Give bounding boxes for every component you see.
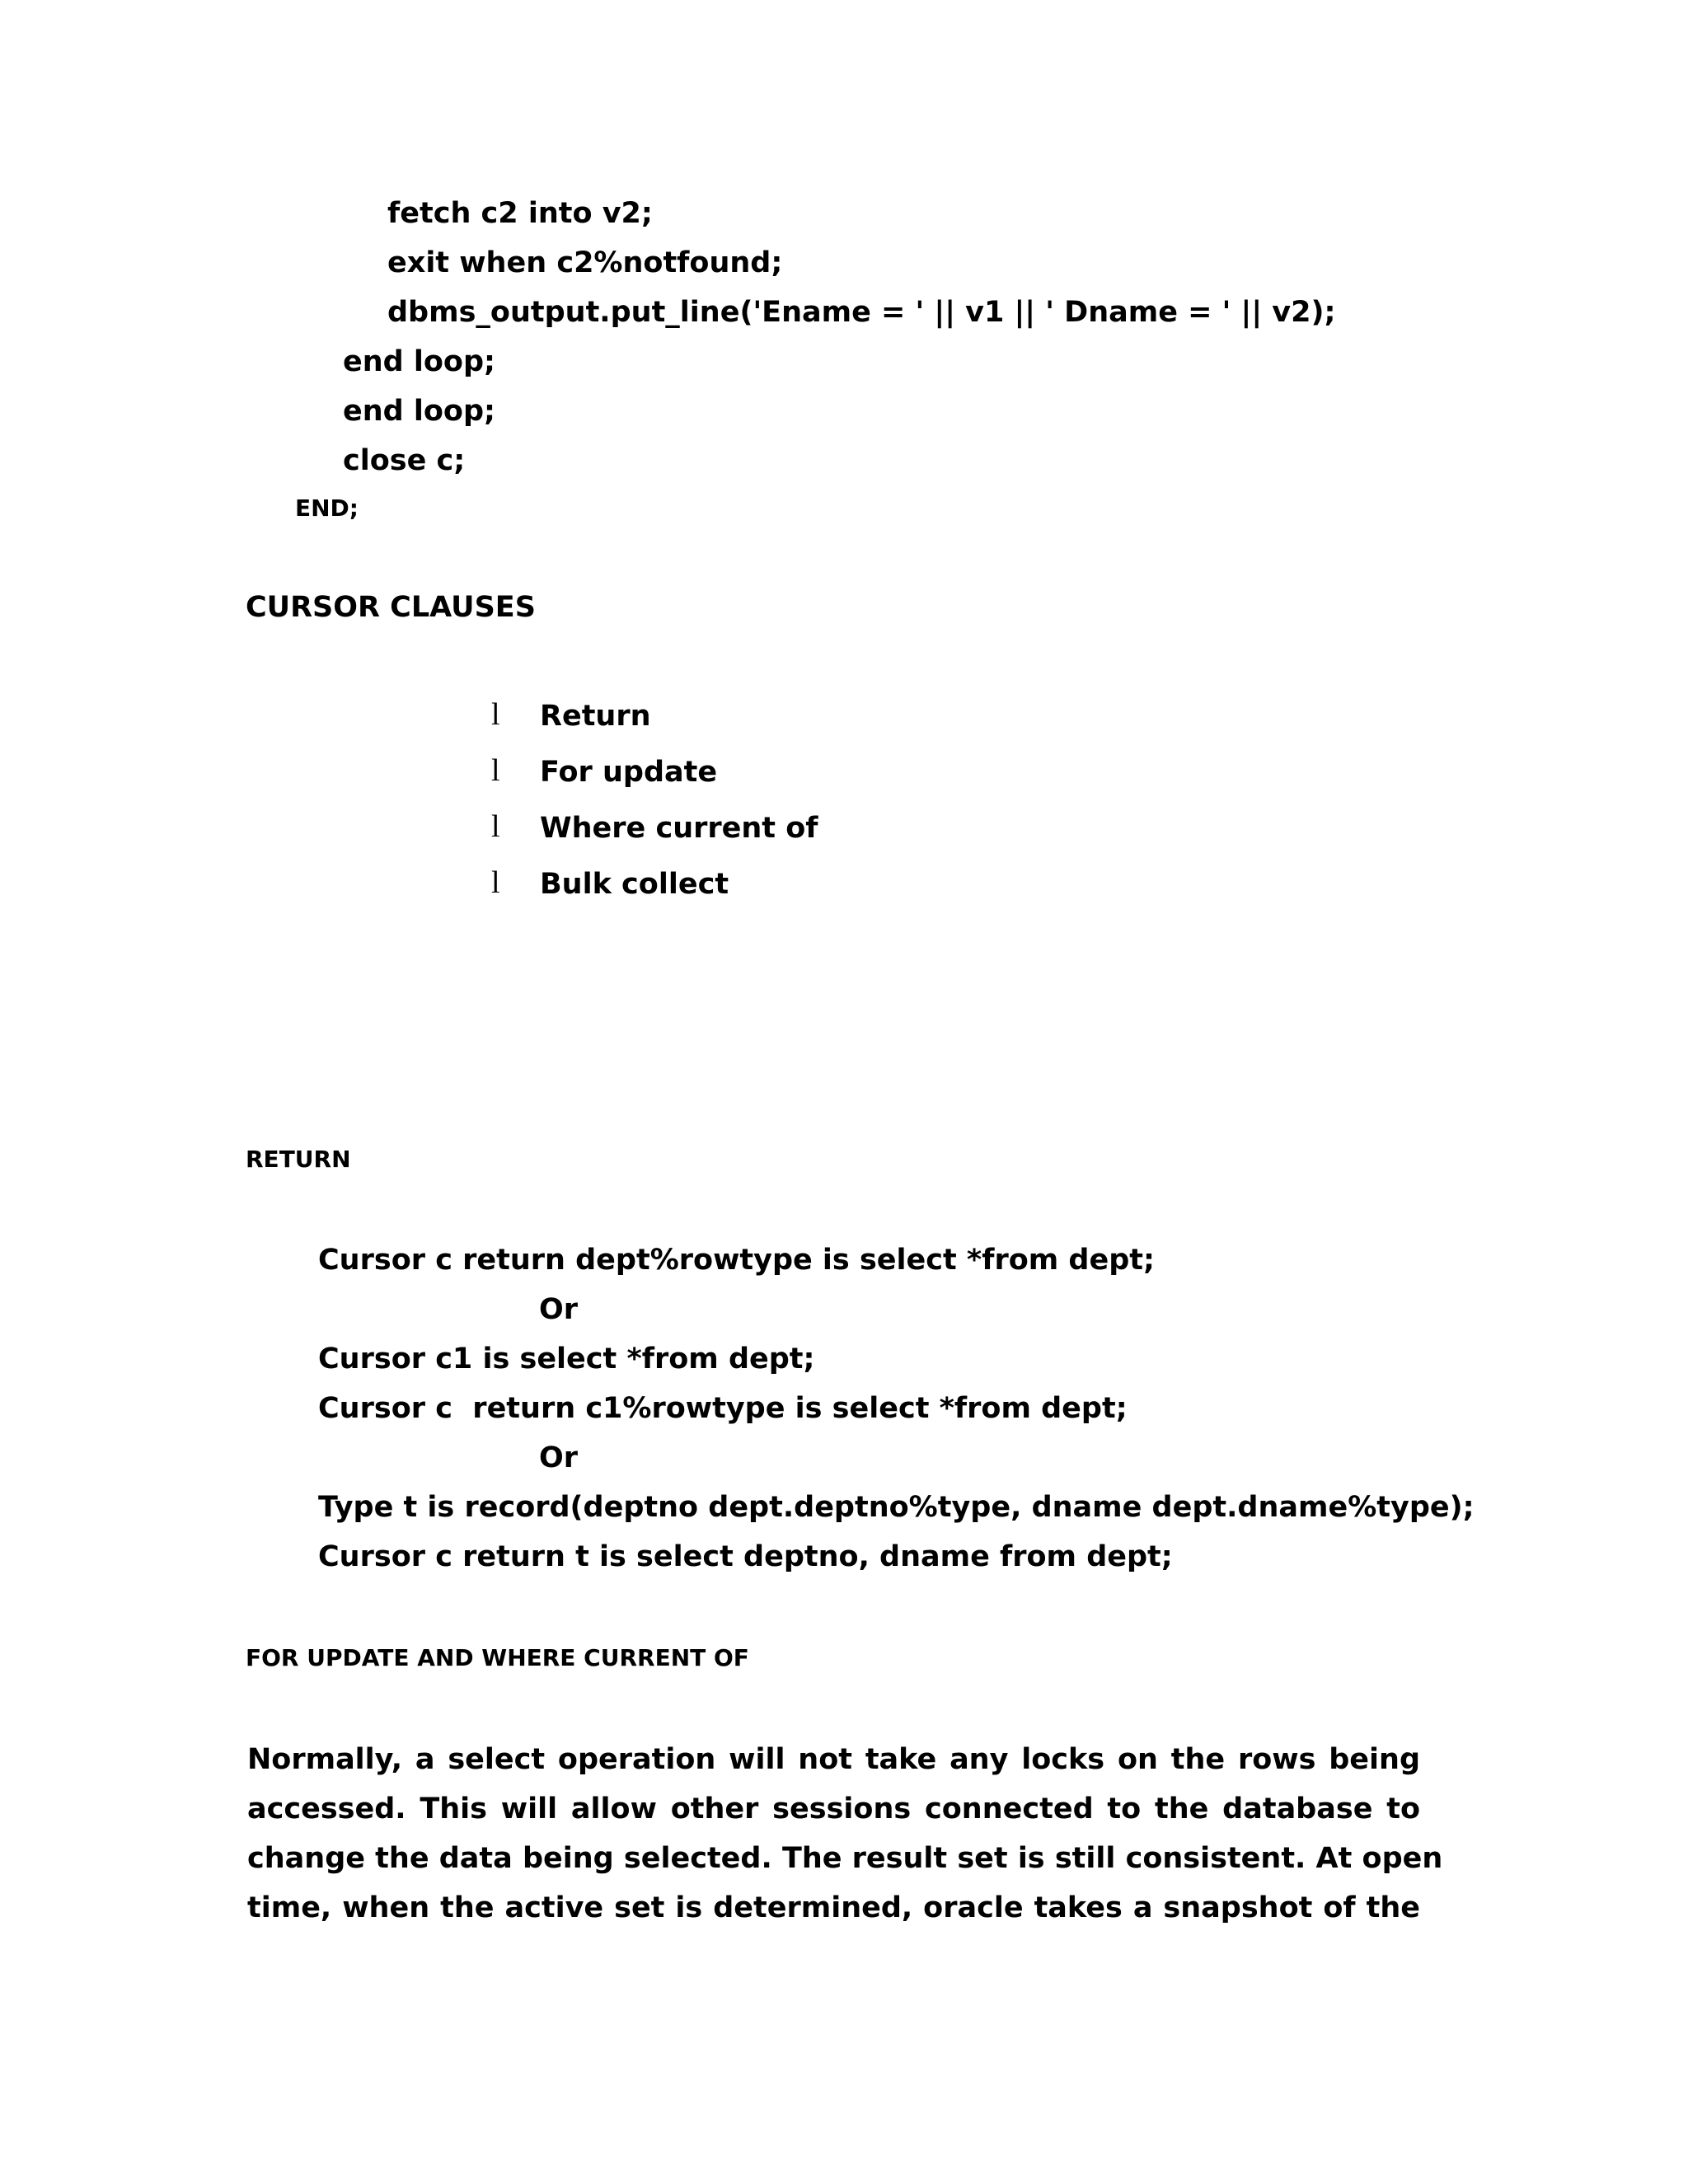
code-line: Type t is record(deptno dept.deptno%type, dname dept.dname%type);	[318, 1491, 1475, 1524]
code-line: Cursor c return t is select deptno, dname from dept;	[318, 1540, 1173, 1573]
list-item-label: Bulk collect	[540, 868, 729, 901]
bullet-icon: l	[491, 753, 500, 788]
code-line: END;	[295, 494, 359, 522]
code-line: Cursor c return c1%rowtype is select *from dept;	[318, 1392, 1128, 1425]
paragraph-line: change the data being selected. The result set is still consistent. At open	[247, 1842, 1443, 1875]
section-heading: RETURN	[246, 1146, 351, 1173]
code-line: dbms_output.put_line('Ename = ' || v1 || ' Dname = ' || v2);	[387, 296, 1336, 329]
section-heading: FOR UPDATE AND WHERE CURRENT OF	[246, 1644, 749, 1671]
bullet-icon: l	[491, 865, 500, 900]
code-line: fetch c2 into v2;	[387, 197, 653, 230]
section-heading: CURSOR CLAUSES	[246, 591, 536, 624]
code-line: close c;	[343, 444, 466, 477]
code-line: Or	[539, 1441, 579, 1474]
paragraph-line: Normally, a select operation will not take any locks on the rows being	[247, 1743, 1420, 1776]
paragraph-line: accessed. This will allow other sessions connected to the database to	[247, 1793, 1420, 1825]
bullet-icon: l	[491, 809, 500, 844]
list-item-label: Where current of	[540, 812, 818, 845]
bullet-icon: l	[491, 697, 500, 732]
code-line: end loop;	[343, 395, 496, 428]
paragraph-line: time, when the active set is determined, oracle takes a snapshot of the	[247, 1891, 1420, 1924]
code-line: end loop;	[343, 345, 496, 378]
code-line: Or	[539, 1293, 579, 1326]
code-line: Cursor c1 is select *from dept;	[318, 1343, 815, 1376]
list-item-label: Return	[540, 700, 651, 733]
list-item-label: For update	[540, 756, 718, 789]
code-line: exit when c2%notfound;	[387, 246, 783, 279]
code-line: Cursor c return dept%rowtype is select *from dept;	[318, 1244, 1155, 1277]
